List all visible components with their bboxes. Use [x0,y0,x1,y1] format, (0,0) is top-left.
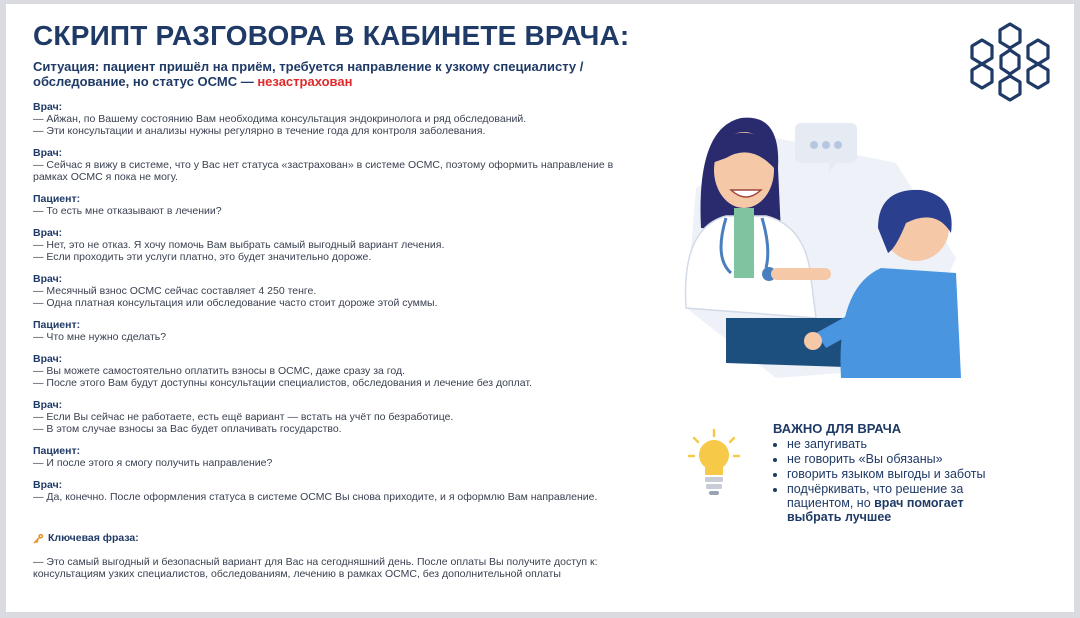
speaker-label: Пациент: [33,445,81,457]
speaker-label: Врач: [33,273,63,285]
slide [6,4,1074,612]
speaker-label: Пациент: [33,319,81,331]
speaker-label: Врач: [33,101,63,113]
dialog-line: — Да, конечно. После оформления статуса в системе ОСМС Вы снова приходите, и я оформлю Вам направление. [33,491,598,503]
key-icon [33,533,44,544]
dialog-line: — Айжан, по Вашему состоянию Вам необходима консультация эндокринолога и ряд обследований. [33,113,527,125]
speaker-label: Врач: [33,479,63,491]
lightbulb-icon [688,428,740,500]
dialog-block [33,445,633,469]
dialog-block [33,193,633,217]
speaker-label: Врач: [33,227,63,239]
doctor-patient-illustration [666,108,966,398]
speaker-label: Врач: [33,399,63,411]
key-phrase-label: Ключевая фраза: [48,532,139,544]
key-phrase-text: — Это самый выгодный и безопасный вариант для Вас на сегодняшний день. После оплаты Вы получите доступ к: консультациям узких специалистов, обследованиям, лечению в рамках ОСМС, без дополнительной оплаты [33,556,598,580]
dialog-block [33,147,633,183]
page-title: СКРИПТ РАЗГОВОРА В КАБИНЕТЕ ВРАЧА: [33,20,630,51]
situation [33,59,653,89]
dialog-block [33,101,633,137]
important-item: • говорить языком выгоды и заботы [787,467,1013,481]
dialog-block [33,319,633,343]
important-for-doctor [773,421,1013,525]
dialog-line: — И после этого я смогу получить направление? [33,457,273,469]
dialog-line: — Что мне нужно сделать? [33,331,167,343]
dialog-block [33,227,633,263]
key-phrase [33,532,633,580]
important-title: ВАЖНО ДЛЯ ВРАЧА [773,421,902,436]
dialog-line: — Месячный взнос ОСМС сейчас составляет 4 250 тенге. [33,285,317,297]
dialog-block [33,399,633,435]
dialog-line: — В этом случае взносы за Вас будет оплачивать государство. [33,423,342,435]
situation-text: Ситуация: пациент пришёл на приём, требуется направление к узкому специалисту / обследование, но статус ОСМС — [33,59,584,89]
dialog [33,101,633,513]
key-phrase-title [33,532,633,544]
important-list [773,437,1013,524]
important-item-bold: врач помогает выбрать лучшее [787,496,964,524]
status-highlight: незастрахован [257,74,353,89]
dialog-line: — Если проходить эти услуги платно, это будет значительно дороже. [33,251,372,263]
important-item: • не говорить «Вы обязаны» [787,452,1013,466]
dialog-line: — После этого Вам будут доступны консультации специалистов, обследования и лечение без доплат. [33,377,532,389]
dialog-line: — Вы можете самостоятельно оплатить взносы в ОСМС, даже сразу за год. [33,365,406,377]
dialog-line: — Сейчас я вижу в системе, что у Вас нет статуса «застрахован» в системе ОСМС, поэтому оформить направление в рамках ОСМС я пока не могу. [33,159,614,183]
dialog-block [33,273,633,309]
dialog-line: — Одна платная консультация или обследование часто стоит дороже этой суммы. [33,297,438,309]
speaker-label: Врач: [33,147,63,159]
dialog-line: — Если Вы сейчас не работаете, есть ещё вариант — встать на учёт по безработице. [33,411,454,423]
dialog-block [33,479,633,503]
dialog-block [33,353,633,389]
speaker-label: Пациент: [33,193,81,205]
important-item: • не запугивать [787,437,1013,451]
dialog-line: — Эти консультации и анализы нужны регулярно в течение года для контроля заболевания. [33,125,486,137]
speaker-label: Врач: [33,353,63,365]
important-item-text: подчёркивать, что решение за пациентом, но [787,482,964,510]
logo-icon [968,20,1052,104]
important-item [787,482,1013,524]
dialog-line: — Нет, это не отказ. Я хочу помочь Вам выбрать самый выгодный вариант лечения. [33,239,445,251]
dialog-line: — То есть мне отказывают в лечении? [33,205,222,217]
